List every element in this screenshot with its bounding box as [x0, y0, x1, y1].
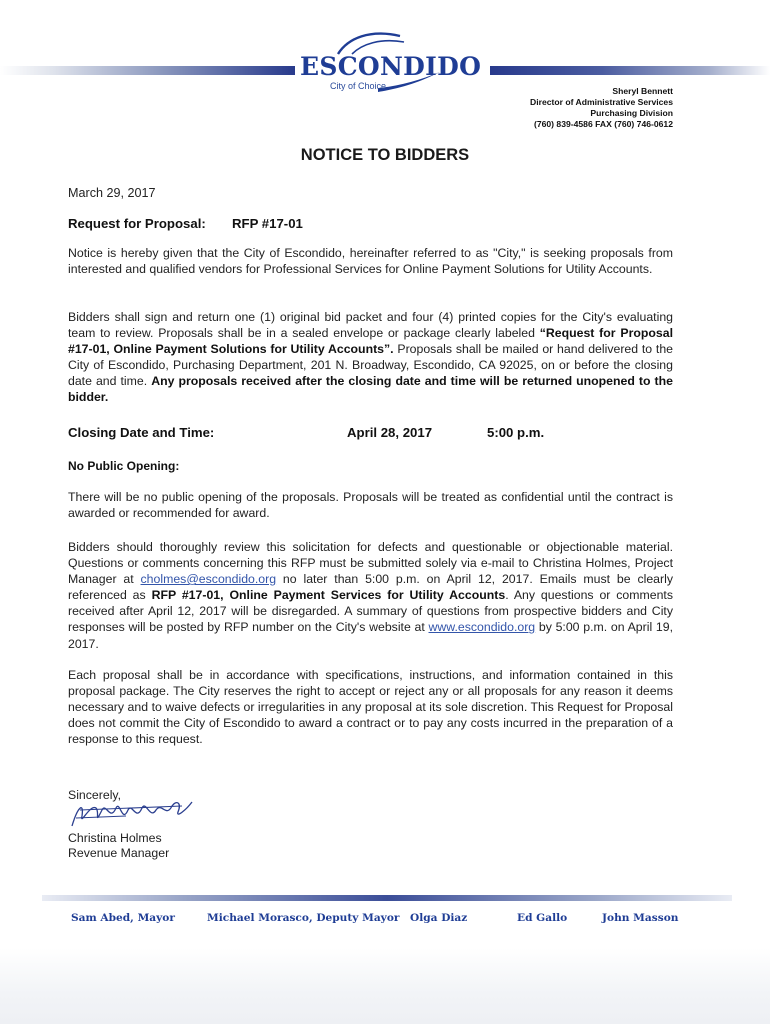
- submission-text-1: Bidders shall sign and return one (1) original bid packet and four (4) printed copies for the City's evaluating team to review. Proposals shall be in a sealed envelope or package clearly labeled: [68, 310, 673, 341]
- questions-reference-bold: RFP #17-01, Online Payment Services for Utility Accounts: [151, 588, 506, 603]
- city-logo: [300, 30, 482, 92]
- rfp-number: RFP #17-01: [232, 216, 303, 231]
- contact-phone-fax: (760) 839-4586 FAX (760) 746-0612: [533, 119, 673, 129]
- logo-wordmark: ESCONDIDO: [300, 52, 482, 81]
- questions-text-1: Bidders should thoroughly review this solicitation for defects and questionable or objectionable material. Questions or comments concerning this RFP must be submitted solely via e-mail to Christina Holmes, Project Manager at: [68, 540, 673, 587]
- signer-role: Revenue Manager: [68, 846, 170, 860]
- rfp-label: Request for Proposal:: [68, 216, 206, 231]
- submission-text-2: Proposals shall be mailed or hand delivered to the City of Escondido, Purchasing Department, 201 N. Broadway, Escondido, CA 92025, on or before the closing date and time.: [68, 342, 673, 389]
- closing-date: April 28, 2017: [347, 425, 433, 440]
- salutation: Sincerely,: [68, 788, 122, 802]
- questions-paragraph: [68, 539, 673, 652]
- footer-name-mayor: Sam Abed, Mayor: [71, 912, 175, 924]
- footer-band: [42, 895, 732, 901]
- questions-text-4: by 5:00 p.m. on April 19, 2017.: [68, 620, 674, 651]
- contact-division: Purchasing Division: [590, 108, 673, 118]
- terms-paragraph: Each proposal shall be in accordance with specifications, instructions, and information contained in this proposal package. The City reserves the right to accept or reject any or all proposals for any reason it deems necessary and to waive defects or irregularities in any proposal at its sole discretion. This Request for Proposal does not commit the City of Escondido to award a contract or to pay any costs incurred in the preparation of a response to this request.: [68, 668, 673, 747]
- footer-name-council-3: John Masson: [602, 912, 679, 924]
- questions-text-3: . Any questions or comments received after April 12, 2017 will be disregarded. A summary of questions from prospective bidders and City responses will be posted by RFP number on the City's website at: [68, 588, 673, 635]
- contact-name: Sheryl Bennett: [612, 86, 673, 96]
- intro-paragraph: Notice is hereby given that the City of Escondido, hereinafter referred to as "City," is seeking proposals from interested and qualified vendors for Professional Services for Online Payment Solutions for Utility Accounts.: [68, 246, 673, 277]
- closing-label: Closing Date and Time:: [68, 425, 215, 440]
- footer-name-deputy-mayor: Michael Morasco, Deputy Mayor: [207, 912, 400, 924]
- footer-name-council-1: Olga Diaz: [410, 912, 468, 924]
- logo-tagline: City of Choice: [330, 81, 387, 91]
- late-proposals-warning: Any proposals received after the closing date and time will be returned unopened to the bidder.: [68, 374, 673, 405]
- submission-label-bold: “Request for Proposal #17-01, Online Payment Solutions for Utility Accounts”.: [68, 326, 673, 357]
- page-bottom-shade: [0, 948, 770, 1024]
- contact-title: Director of Administrative Services: [530, 97, 673, 107]
- no-public-opening-text: There will be no public opening of the proposals. Proposals will be treated as confidential until the contract is awarded or recommended for award.: [68, 490, 673, 521]
- header-band-right: [490, 66, 770, 75]
- closing-time: 5:00 p.m.: [487, 425, 545, 440]
- notice-date: March 29, 2017: [68, 186, 156, 200]
- no-public-opening-heading: No Public Opening:: [68, 459, 180, 473]
- footer-name-council-2: Ed Gallo: [517, 912, 568, 924]
- contact-block: [530, 86, 673, 130]
- website-link[interactable]: www.escondido.org: [428, 620, 536, 635]
- page-title: NOTICE TO BIDDERS: [300, 146, 470, 164]
- signer-name: Christina Holmes: [68, 831, 162, 845]
- header-band-left: [0, 66, 295, 75]
- submission-paragraph: [68, 309, 673, 406]
- email-link[interactable]: cholmes@escondido.org: [140, 572, 277, 587]
- signature-image: [66, 796, 196, 834]
- questions-text-2: no later than 5:00 p.m. on April 12, 2017. Emails must be clearly referenced as: [68, 572, 673, 603]
